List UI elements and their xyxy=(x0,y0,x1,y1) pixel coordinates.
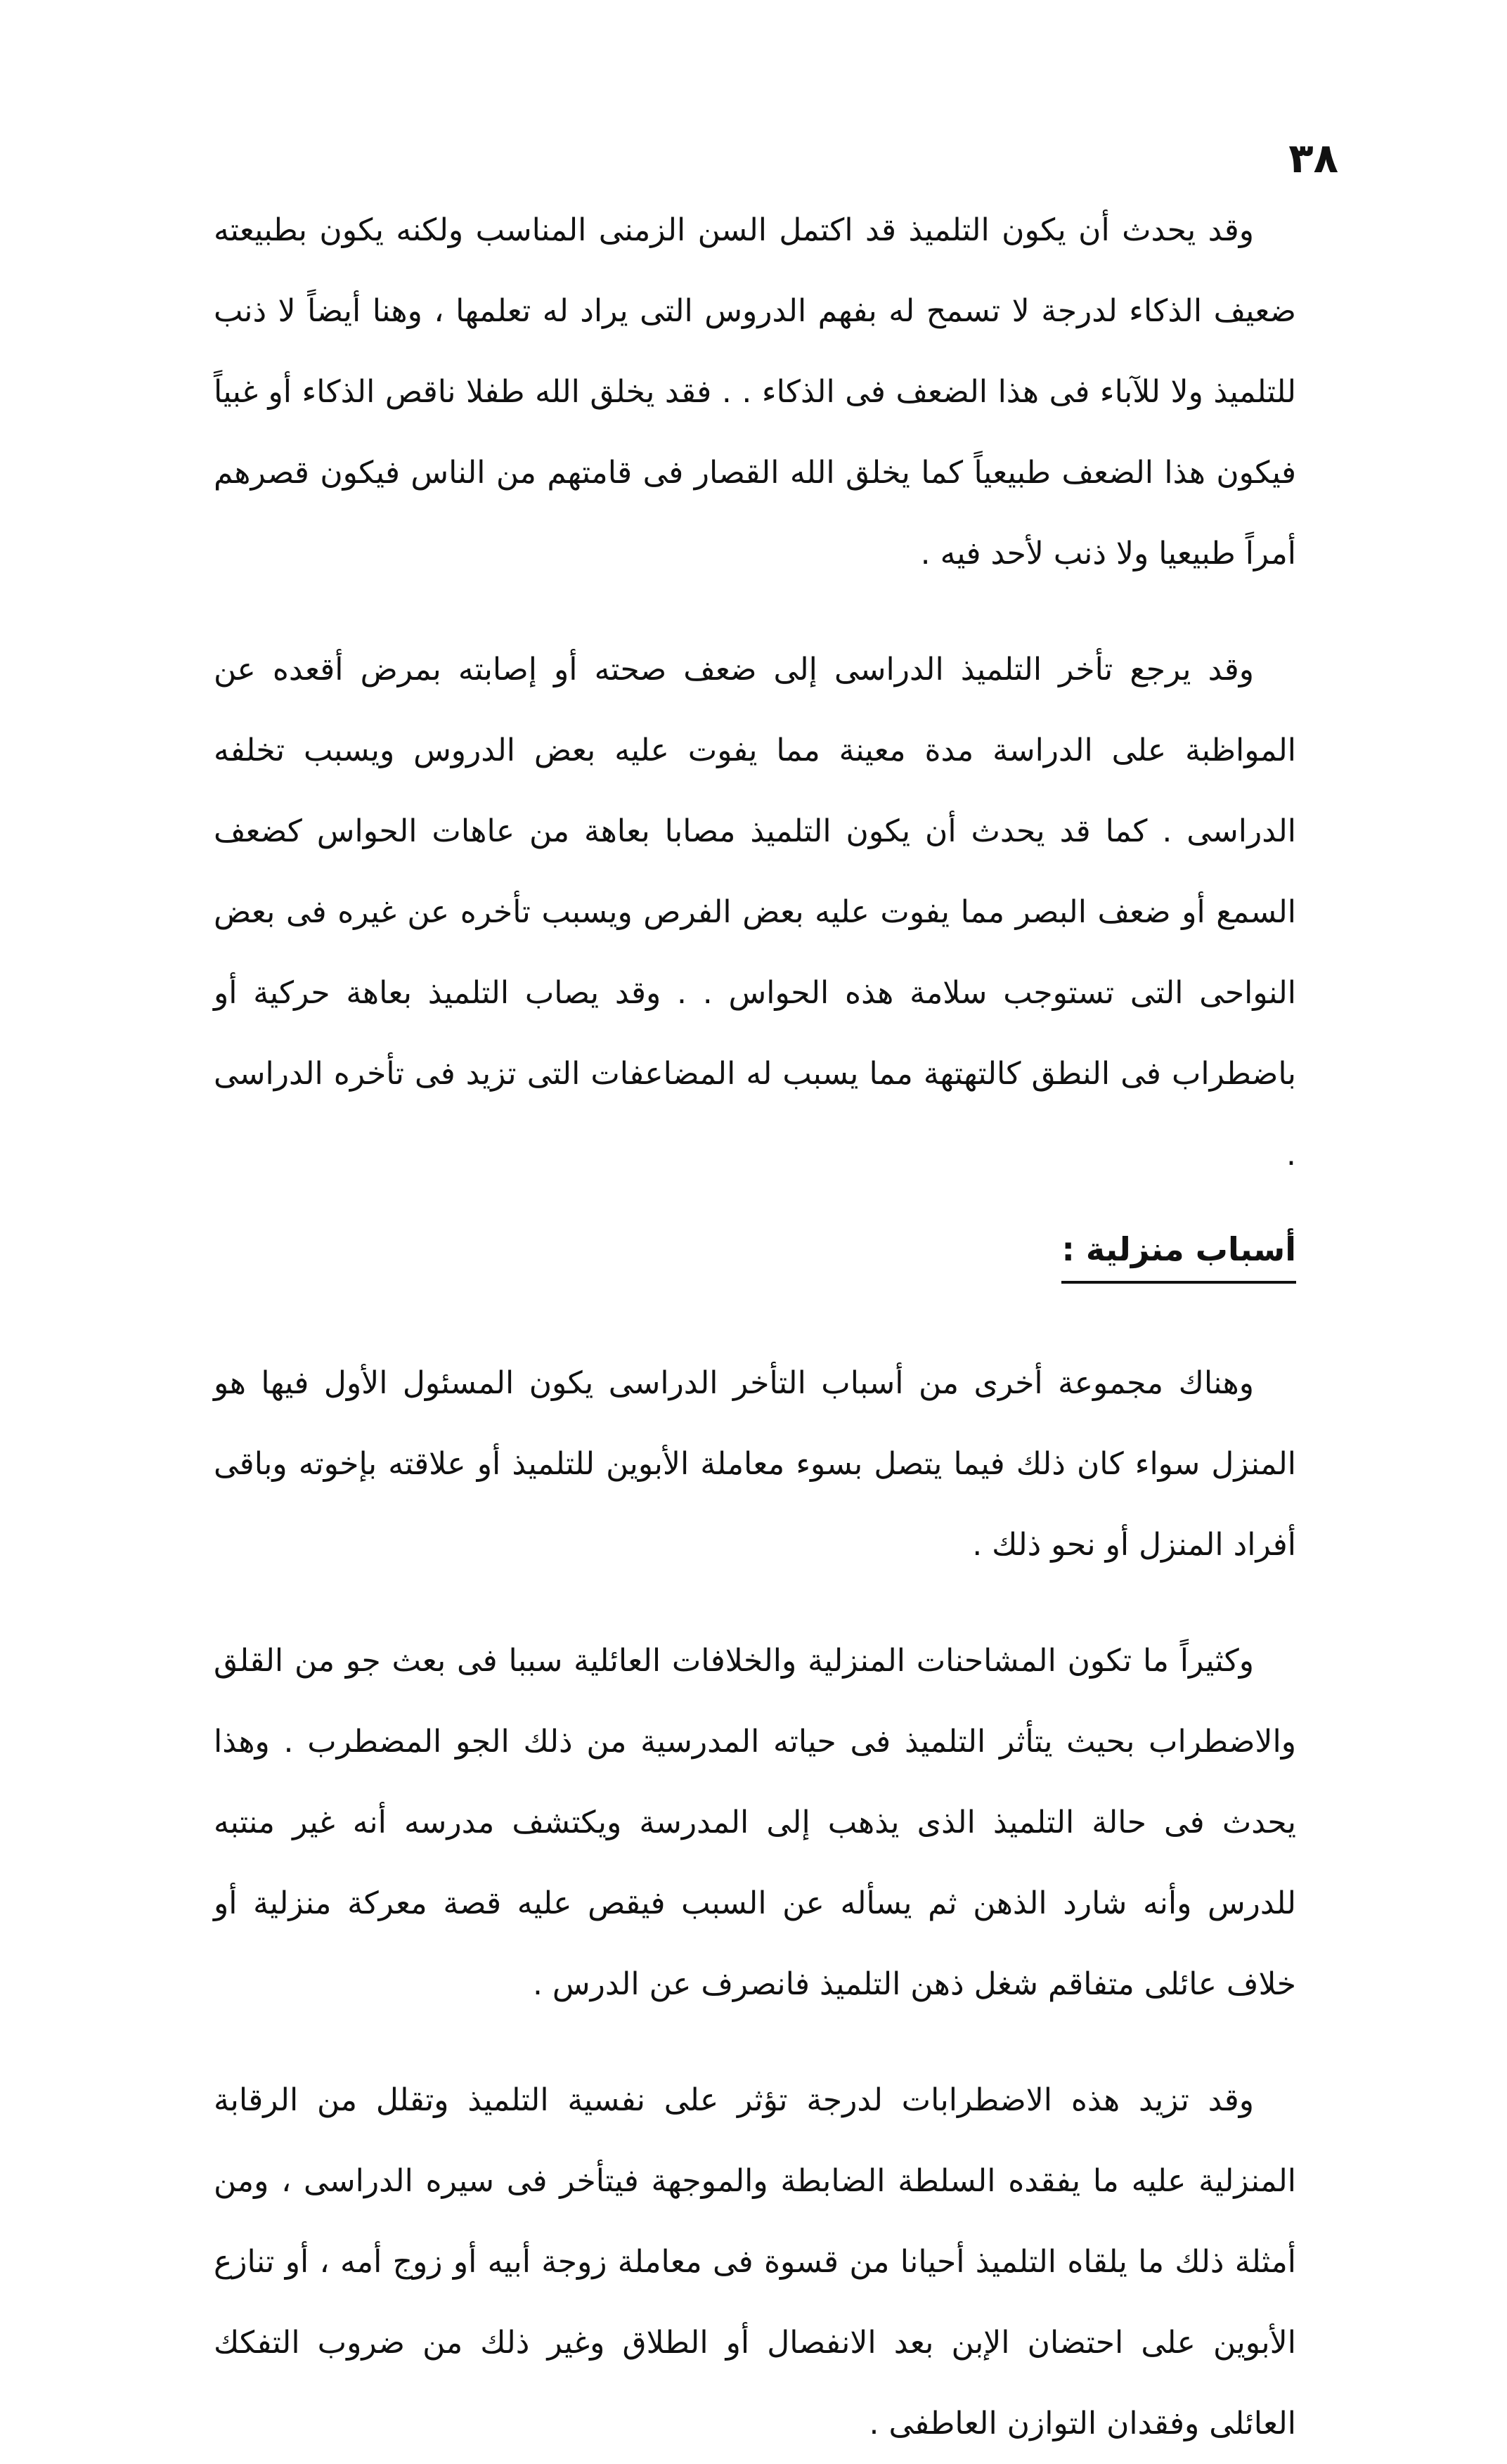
paragraph-gap xyxy=(214,1585,1296,1620)
paragraph-gap xyxy=(214,594,1296,629)
section-heading-block xyxy=(214,1223,1296,1301)
paragraph-5: وقد تزيد هذه الاضطرابات لدرجة تؤثر على نفسية التلميذ وتقلل من الرقابة المنزلية عليه ما يفقده السلطة الضابطة والموجهة فيتأخر فى سيره الدراسى ، ومن أمثلة ذلك ما يلقاه التلميذ أحيانا من قسوة فى معاملة زوجة أبيه أو زوج أمه ، أو تنازع الأبوين على احتضان الإبن بعد الانفصال أو الطلاق وغير ذلك من ضروب التفكك العائلى وفقدان التوازن العاطفى . xyxy=(214,2082,1296,2442)
paragraph-3: وهناك مجموعة أخرى من أسباب التأخر الدراسى يكون المسئول الأول فيها هو المنزل سواء كان ذلك فيما يتصل بسوء معاملة الأبوين للتلميذ أو علاقته بإخوته وباقى أفراد المنزل أو نحو ذلك . xyxy=(214,1365,1296,1563)
paragraph-gap xyxy=(214,2025,1296,2060)
page-body xyxy=(214,190,1296,2464)
section-heading: أسباب منزلية : xyxy=(1061,1230,1296,1284)
paragraph-1: وقد يحدث أن يكون التلميذ قد اكتمل السن الزمنى المناسب ولكنه يكون بطبيعته ضعيف الذكاء لدرجة لا تسمح له بفهم الدروس التى يراد له تعلمها ، وهنا أيضاً لا ذنب للتلميذ ولا للآباء فى هذا الضعف فى الذكاء . . فقد يخلق الله طفلا ناقص الذكاء أو غبياً فيكون هذا الضعف طبيعياً كما يخلق الله القصار فى قامتهم من الناس فيكون قصرهم أمراً طبيعيا ولا ذنب لأحد فيه . xyxy=(214,212,1296,572)
page-number: ٣٨ xyxy=(1288,134,1338,182)
paragraph-2: وقد يرجع تأخر التلميذ الدراسى إلى ضعف صحته أو إصابته بمرض أقعده عن المواظبة على الدراسة مدة معينة مما يفوت عليه بعض الدروس ويسبب تخلفه الدراسى . كما قد يحدث أن يكون التلميذ مصابا بعاهة من عاهات الحواس كضعف السمع أو ضعف البصر مما يفوت عليه بعض الفرص ويسبب تأخره عن غيره فى بعض النواحى التى تستوجب سلامة هذه الحواس . . وقد يصاب التلميذ بعاهة حركية أو باضطراب فى النطق كالتهتهة مما يسبب له المضاعفات التى تزيد فى تأخره الدراسى . xyxy=(214,652,1296,1173)
paragraph-4: وكثيراً ما تكون المشاحنات المنزلية والخلافات العائلية سببا فى بعث جو من القلق والاضطراب بحيث يتأثر التلميذ فى حياته المدرسية من ذلك الجو المضطرب . وهذا يحدث فى حالة التلميذ الذى يذهب إلى المدرسة ويكتشف مدرسه أنه غير منتبه للدرس وأنه شارد الذهن ثم يسأله عن السبب فيقص عليه قصة معركة منزلية أو خلاف عائلى متفاقم شغل ذهن التلميذ فانصرف عن الدرس . xyxy=(214,1643,1296,2002)
